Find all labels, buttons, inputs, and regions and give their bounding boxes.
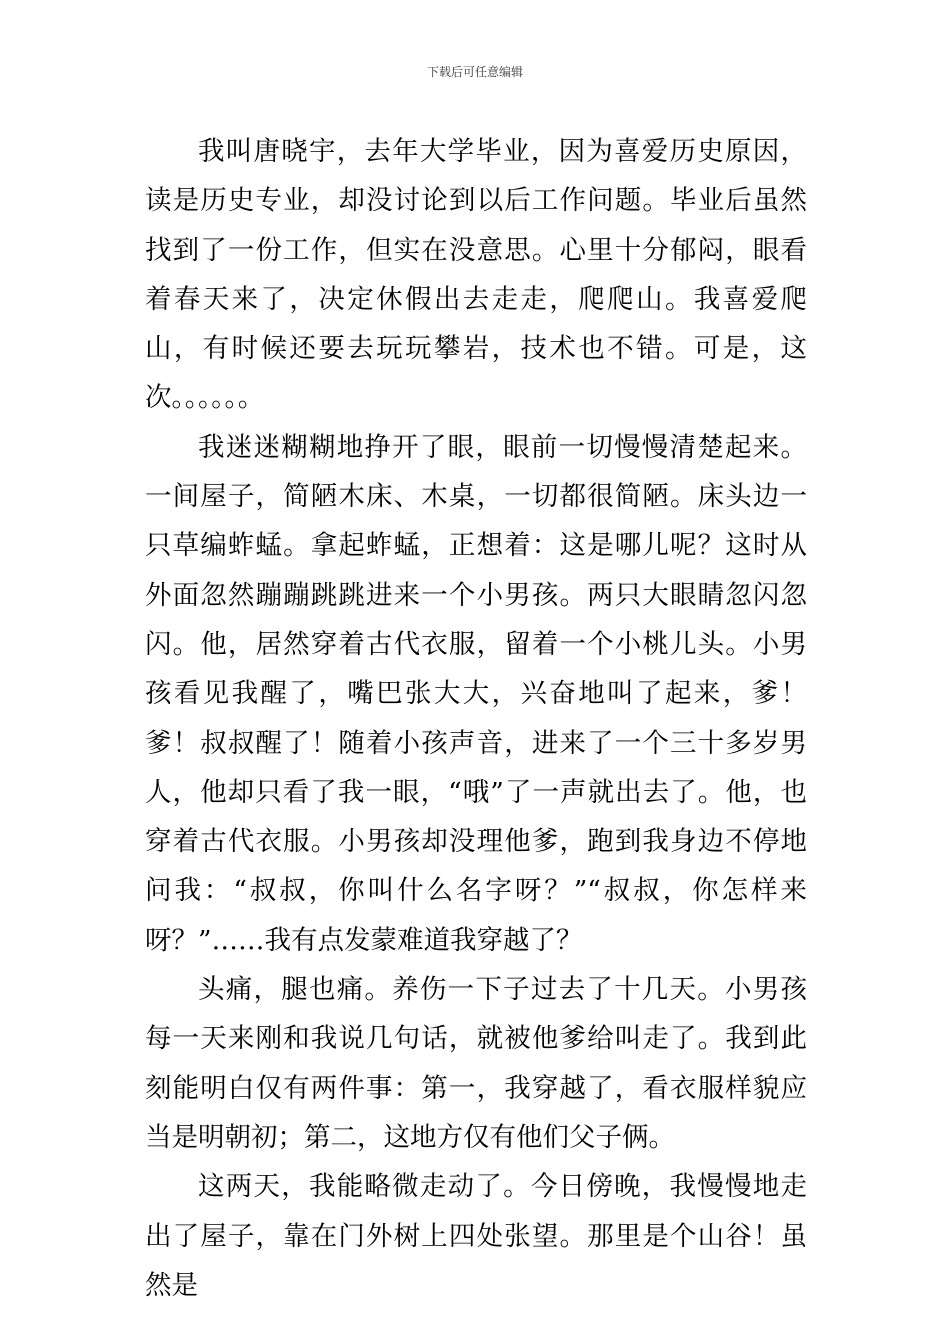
paragraph-4: 这两天，我能略微走动了。今日傍晚，我慢慢地走出了屋子，靠在门外树上四处张望。那里是个山谷！虽然是 xyxy=(145,1171,807,1301)
paragraph-1: 我叫唐晓宇，去年大学毕业，因为喜爱历史原因，读是历史专业，却没讨论到以后工作问题。毕业后虽然找到了一份工作，但实在没意思。心里十分郁闷，眼看着春天来了，决定休假出去走走，爬爬山。我喜爱爬山，有时候还要去玩玩攀岩，技术也不错。可是，这次。。。。。。 xyxy=(145,136,807,414)
page-header-note: 下载后可任意编辑 xyxy=(426,65,523,79)
paragraph-3: 头痛，腿也痛。养伤一下子过去了十几天。小男孩每一天来刚和我说几句话，就被他爹给叫走了。我到此刻能明白仅有两件事：第一，我穿越了，看衣服样貌应当是明朝初；第二，这地方仅有他们父子俩。 xyxy=(145,974,807,1153)
paragraph-2: 我迷迷糊糊地挣开了眼，眼前一切慢慢清楚起来。一间屋子，简陋木床、木桌，一切都很简陋。床头边一只草编蚱蜢。拿起蚱蜢，正想着：这是哪儿呢？这时从外面忽然蹦蹦跳跳进来一个小男孩。两只大眼睛忽闪忽闪。他，居然穿着古代衣服，留着一个小桃儿头。小男孩看见我醒了，嘴巴张大大，兴奋地叫了起来，爹！爹！叔叔醒了！随着小孩声音，进来了一个三十多岁男人，他却只看了我一眼，“哦”了一声就出去了。他，也穿着古代衣服。小男孩却没理他爹，跑到我身边不停地问我：“叔叔，你叫什么名字呀？”“叔叔，你怎样来呀？”……我有点发蒙难道我穿越了？ xyxy=(145,431,807,956)
document-body xyxy=(145,127,807,1310)
